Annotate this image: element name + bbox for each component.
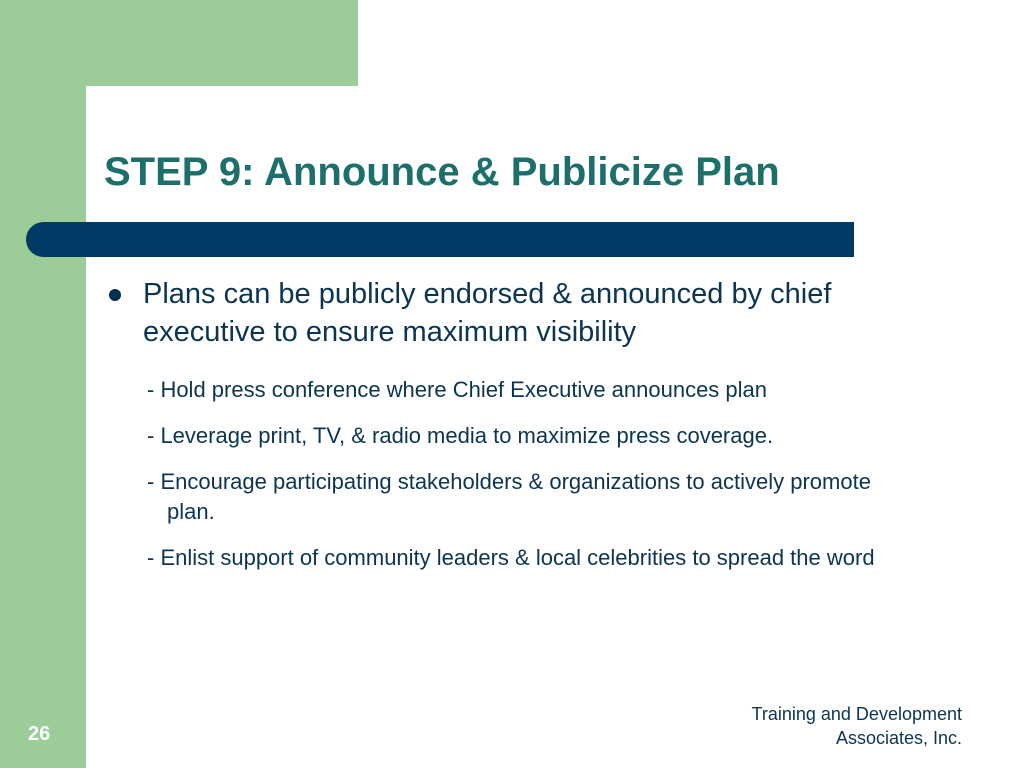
main-bullet-text: Plans can be publicly endorsed & announced by chief executive to ensure maximum visibility	[143, 278, 832, 348]
slide-title: STEP 9: Announce & Publicize Plan	[104, 150, 780, 194]
title-divider-bar	[26, 222, 854, 257]
footer-line-1: Training and Development	[751, 704, 962, 724]
bullet-dot-icon	[109, 289, 121, 301]
rounded-content-corner	[86, 86, 146, 146]
page-number: 26	[28, 723, 51, 745]
sub-bullet-item: - Encourage participating stakeholders & organizations to actively promote plan.	[147, 469, 871, 524]
sub-bullet-item: - Hold press conference where Chief Executive announces plan	[147, 377, 768, 402]
sub-bullet-item: - Enlist support of community leaders & local celebrities to spread the word	[147, 545, 875, 570]
green-top-frame	[0, 0, 358, 86]
footer-line-2: Associates, Inc.	[835, 728, 962, 748]
sub-bullet-list	[147, 375, 907, 589]
green-side-frame	[0, 0, 86, 768]
sub-bullet-item: - Leverage print, TV, & radio media to maximize press coverage.	[147, 423, 774, 448]
footer-credit	[752, 702, 962, 750]
